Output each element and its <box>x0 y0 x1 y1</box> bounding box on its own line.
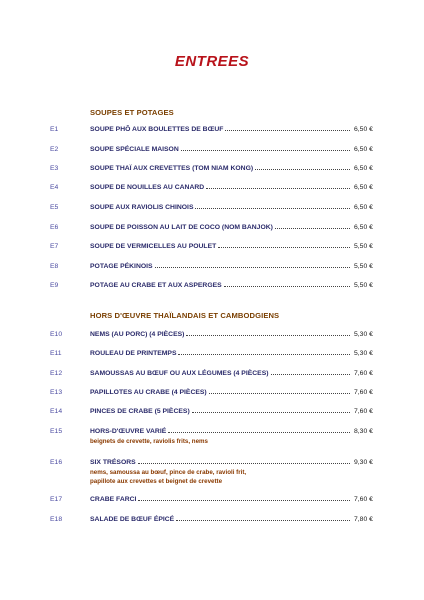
item-name-line <box>90 263 350 270</box>
item-name: NEMS (AU PORC) (4 PIÈCES) <box>90 331 185 338</box>
menu-item <box>0 126 424 138</box>
item-code: E16 <box>50 459 63 466</box>
item-price: 6,50 € <box>354 126 373 133</box>
item-price: 7,60 € <box>354 408 373 415</box>
item-name-line <box>90 184 350 191</box>
dot-leader <box>176 520 350 521</box>
item-code: E3 <box>50 165 59 172</box>
item-name: SOUPE PHÔ AUX BOULETTES DE BŒUF <box>90 126 224 133</box>
dot-leader <box>138 463 350 464</box>
dot-leader <box>155 267 350 268</box>
item-name-line <box>90 224 350 231</box>
item-price: 5,50 € <box>354 263 373 270</box>
item-price: 6,50 € <box>354 224 373 231</box>
item-code: E9 <box>50 282 59 289</box>
section-heading-soupes: SOUPES ET POTAGES <box>90 108 174 117</box>
item-price: 5,30 € <box>354 331 373 338</box>
item-code: E14 <box>50 408 63 415</box>
item-code: E2 <box>50 146 59 153</box>
item-price: 5,50 € <box>354 243 373 250</box>
item-code: E8 <box>50 263 59 270</box>
item-price: 6,50 € <box>354 204 373 211</box>
menu-item <box>0 496 424 508</box>
item-name: HORS-D'ŒUVRE VARIÉ <box>90 428 167 435</box>
item-name-line <box>90 516 350 523</box>
item-name-line <box>90 126 350 133</box>
item-code: E18 <box>50 516 63 523</box>
item-price: 7,60 € <box>354 370 373 377</box>
item-name-line <box>90 459 350 466</box>
menu-item <box>0 165 424 177</box>
item-code: E7 <box>50 243 59 250</box>
item-price: 6,50 € <box>354 184 373 191</box>
item-description: papillote aux crevettes et beignet de crevette <box>90 478 223 485</box>
item-name-line <box>90 165 350 172</box>
item-name: POTAGE AU CRABE ET AUX ASPERGES <box>90 282 222 289</box>
item-price: 7,60 € <box>354 389 373 396</box>
menu-item <box>0 389 424 401</box>
item-name: SOUPE DE NOUILLES AU CANARD <box>90 184 205 191</box>
item-description: beignets de crevette, raviolis frits, nems <box>90 438 208 445</box>
dot-leader <box>224 286 350 287</box>
item-name-line <box>90 389 350 396</box>
menu-item <box>0 224 424 236</box>
item-name: PAPILLOTES AU CRABE (4 PIÈCES) <box>90 389 207 396</box>
menu-item <box>0 331 424 343</box>
item-name: SAMOUSSAS AU BŒUF OU AUX LÉGUMES (4 PIÈCES) <box>90 370 269 377</box>
item-code: E13 <box>50 389 63 396</box>
item-price: 5,30 € <box>354 350 373 357</box>
dot-leader <box>255 169 350 170</box>
menu-item <box>0 282 424 294</box>
item-name-line <box>90 370 350 377</box>
dot-leader <box>225 130 350 131</box>
dot-leader <box>218 247 350 248</box>
item-description: nems, samoussa au bœuf, pince de crabe, ravioli frit, <box>90 469 247 476</box>
item-name: PINCES DE CRABE (5 PIÈCES) <box>90 408 190 415</box>
item-name: SALADE DE BŒUF ÉPICÉ <box>90 516 175 523</box>
item-name-line <box>90 282 350 289</box>
dot-leader <box>168 432 350 433</box>
dot-leader <box>138 500 350 501</box>
dot-leader <box>275 228 350 229</box>
dot-leader <box>181 150 350 151</box>
item-name-line <box>90 204 350 211</box>
menu-item <box>0 408 424 420</box>
item-price: 9,30 € <box>354 459 373 466</box>
item-name-line <box>90 428 350 435</box>
item-name: POTAGE PÉKINOIS <box>90 263 153 270</box>
item-name-line <box>90 350 350 357</box>
item-code: E12 <box>50 370 63 377</box>
item-name: CRABE FARCI <box>90 496 137 503</box>
dot-leader <box>206 188 350 189</box>
item-name-line <box>90 408 350 415</box>
page-title: ENTREES <box>174 53 250 70</box>
item-price: 8,30 € <box>354 428 373 435</box>
item-price: 7,80 € <box>354 516 373 523</box>
menu-item <box>0 184 424 196</box>
item-name: SOUPE DE VERMICELLES AU POULET <box>90 243 217 250</box>
item-price: 5,50 € <box>354 282 373 289</box>
dot-leader <box>195 208 350 209</box>
menu-item <box>0 516 424 528</box>
item-price: 6,50 € <box>354 146 373 153</box>
dot-leader <box>209 393 350 394</box>
item-code: E15 <box>50 428 63 435</box>
item-price: 6,50 € <box>354 165 373 172</box>
dot-leader <box>186 335 350 336</box>
item-code: E6 <box>50 224 59 231</box>
item-name: SOUPE DE POISSON AU LAIT DE COCO (NOM BANJOK) <box>90 224 273 231</box>
item-name-line <box>90 496 350 503</box>
item-name: ROULEAU DE PRINTEMPS <box>90 350 177 357</box>
item-code: E17 <box>50 496 63 503</box>
menu-item <box>0 370 424 382</box>
item-name-line <box>90 331 350 338</box>
menu-item <box>0 263 424 275</box>
menu-item <box>0 146 424 158</box>
item-code: E5 <box>50 204 59 211</box>
item-name-line <box>90 243 350 250</box>
menu-item <box>0 243 424 255</box>
item-name: SOUPE SPÉCIALE MAISON <box>90 146 179 153</box>
menu-item <box>0 204 424 216</box>
dot-leader <box>271 374 351 375</box>
item-name: SIX TRÉSORS <box>90 459 136 466</box>
item-code: E11 <box>50 350 62 357</box>
item-code: E4 <box>50 184 59 191</box>
item-name-line <box>90 146 350 153</box>
item-code: E10 <box>50 331 63 338</box>
item-price: 7,60 € <box>354 496 373 503</box>
dot-leader <box>192 412 350 413</box>
item-name: SOUPE THAÏ AUX CREVETTES (TOM NIAM KONG) <box>90 165 254 172</box>
item-name: SOUPE AUX RAVIOLIS CHINOIS <box>90 204 194 211</box>
menu-item <box>0 350 424 362</box>
dot-leader <box>178 354 350 355</box>
item-code: E1 <box>50 126 59 133</box>
section-heading-hors-doeuvre: HORS D'ŒUVRE THAÏLANDAIS ET CAMBODGIENS <box>90 311 280 320</box>
